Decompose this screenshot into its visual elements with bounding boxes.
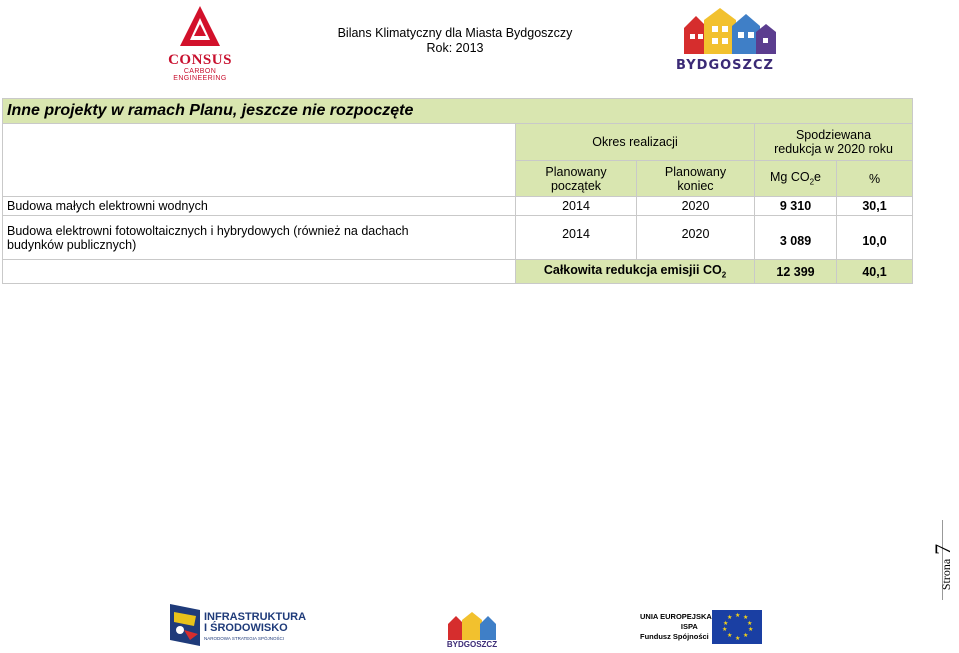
- header-expected-reduction-line2: redukcja w 2020 roku: [774, 142, 893, 156]
- mg-suffix: e: [814, 170, 821, 185]
- header-planned-start-line1: Planowany: [545, 164, 607, 179]
- row-2-mg: 3 089: [755, 216, 837, 260]
- svg-text:★: ★: [727, 632, 733, 639]
- row-2-name-line2: budynków publicznych): [7, 237, 137, 252]
- eu-line-2: ISPA: [680, 622, 698, 631]
- eu-logo: [640, 610, 770, 646]
- mg-prefix: Mg CO: [770, 170, 810, 185]
- inf-line-2: I ŚRODOWISKO: [204, 622, 288, 634]
- table-row: [3, 216, 913, 260]
- svg-text:★: ★: [722, 626, 728, 633]
- row-2-pct: 10,0: [837, 216, 913, 260]
- eu-text: [640, 612, 712, 642]
- header-realization-period: Okres realizacji: [516, 124, 755, 161]
- row-1-pct: 30,1: [837, 197, 913, 216]
- total-mg: 12 399: [755, 260, 837, 284]
- city-logo-text: BYDGOSZCZ: [676, 58, 774, 73]
- total-label-prefix: Całkowita redukcja emisjii CO: [543, 263, 722, 278]
- footer-bydgoszcz-logo: [440, 610, 504, 650]
- svg-text:★: ★: [735, 612, 741, 619]
- total-row: [3, 260, 913, 284]
- empty-header-cell-2: [3, 161, 516, 197]
- page-word: Strona: [939, 558, 954, 591]
- header-planned-start: [516, 161, 637, 197]
- row-2-start: 2014: [516, 216, 637, 260]
- row-1-mg: 9 310: [755, 197, 837, 216]
- row-1-end: 2020: [637, 197, 755, 216]
- eu-flag-icon: [712, 610, 762, 644]
- footer-houses-icon: [440, 610, 504, 640]
- header-planned-start-line2: początek: [550, 178, 602, 193]
- total-label: [516, 260, 755, 284]
- svg-text:★: ★: [723, 620, 729, 627]
- page-number-value: 7: [930, 543, 956, 555]
- row-1-start: 2014: [516, 197, 637, 216]
- title-line-2: Rok: 2013: [426, 41, 484, 55]
- header-mg-co2e: [755, 161, 837, 197]
- svg-text:★: ★: [735, 635, 741, 642]
- company-subtitle: CARBON ENGINEERING: [173, 68, 227, 82]
- infrastruktura-logo: [170, 604, 310, 648]
- table-row: [3, 197, 913, 216]
- inf-subtitle: NARODOWA STRATEGIA SPÓJNOŚCI: [204, 636, 285, 641]
- table-heading: Inne projekty w ramach Planu, jeszcze nie rozpoczęte: [3, 99, 913, 124]
- svg-text:★: ★: [748, 626, 754, 633]
- bydgoszcz-logo: [670, 6, 780, 76]
- row-2-end: 2020: [637, 216, 755, 260]
- header-planned-end-line2: koniec: [677, 178, 714, 193]
- svg-text:★: ★: [727, 614, 733, 621]
- consus-triangle-icon: [178, 4, 222, 50]
- total-empty-cell: [3, 260, 516, 284]
- infrastruktura-flag-icon: [170, 604, 200, 646]
- houses-icon: [670, 6, 780, 58]
- svg-text:★: ★: [743, 614, 749, 621]
- header-percent: %: [837, 161, 913, 197]
- infrastruktura-text: [204, 612, 306, 634]
- row-1-name: Budowa małych elektrowni wodnych: [3, 197, 516, 216]
- total-label-sub: 2: [721, 270, 727, 280]
- empty-header-cell: [3, 124, 516, 161]
- header-expected-reduction: [755, 124, 913, 161]
- row-2-name-line1: Budowa elektrowni fotowoltaicznych i hybrydowych (również na dachach: [7, 223, 409, 238]
- company-name: CONSUS: [168, 52, 232, 68]
- footer-city-text: BYDGOSZCZ: [446, 640, 498, 649]
- svg-text:★: ★: [747, 620, 753, 627]
- inf-line-1: INFRASTRUKTURA: [204, 611, 307, 623]
- mg-sub: 2: [809, 177, 815, 187]
- header-planned-end-line1: Planowany: [664, 164, 727, 179]
- eu-line-1: UNIA EUROPEJSKA: [640, 612, 712, 621]
- header-expected-reduction-line1: Spodziewana: [795, 128, 872, 142]
- header-planned-end: [637, 161, 755, 197]
- page-number: [930, 538, 959, 598]
- row-2-name: [3, 216, 516, 260]
- consus-logo: [158, 4, 242, 82]
- eu-line-3: Fundusz Spójności: [640, 632, 709, 641]
- projects-table: [2, 98, 913, 284]
- title-line-1: Bilans Klimatyczny dla Miasta Bydgoszczy: [337, 26, 573, 40]
- document-title: [320, 26, 590, 56]
- svg-text:★: ★: [743, 632, 749, 639]
- total-pct: 40,1: [837, 260, 913, 284]
